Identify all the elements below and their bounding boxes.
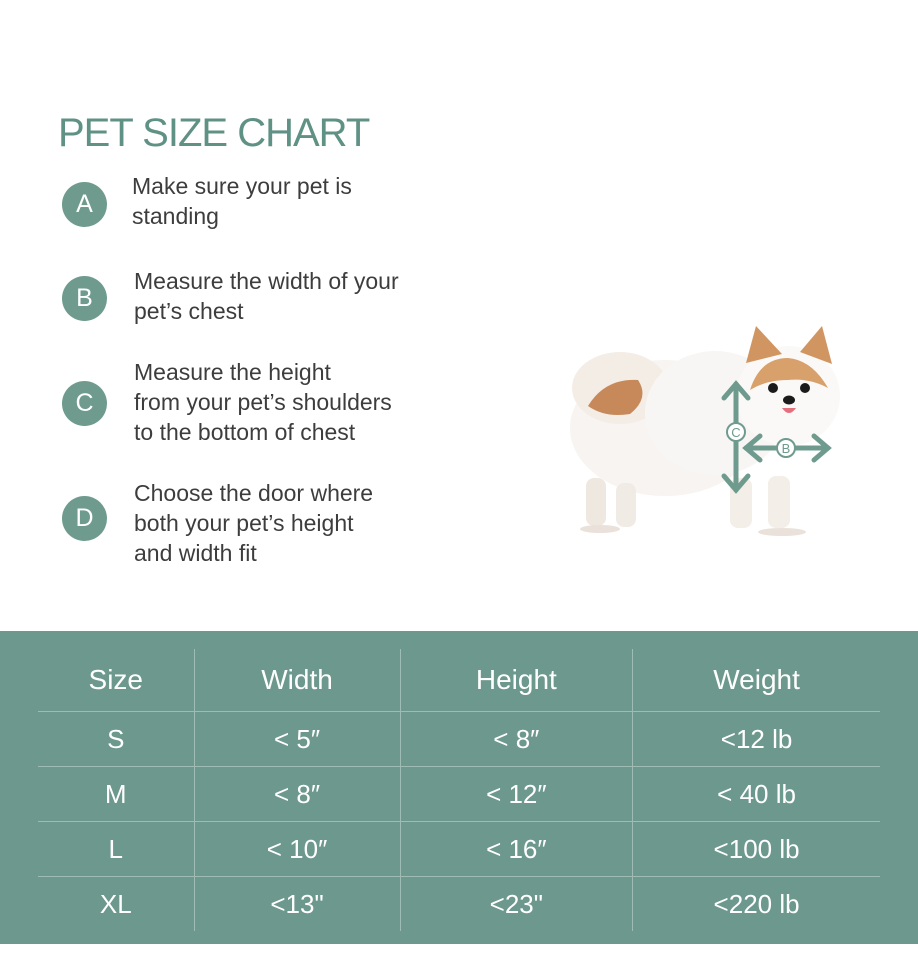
table-row: [38, 712, 880, 767]
width-cell: <13": [194, 877, 400, 932]
height-cell: <23": [400, 877, 633, 932]
table-row: [38, 822, 880, 877]
column-header-width: Width: [194, 649, 400, 712]
width-marker-label: B: [781, 441, 791, 456]
step-badge: A: [62, 182, 107, 227]
height-marker-label: C: [731, 425, 741, 440]
table-row: [38, 767, 880, 822]
pomeranian-measurement-diagram: [560, 318, 860, 548]
column-header-weight: Weight: [633, 649, 880, 712]
size-cell: S: [38, 712, 194, 767]
width-cell: < 8″: [194, 767, 400, 822]
width-cell: < 5″: [194, 712, 400, 767]
step-text: Measure the height from your pet’s shoulders to the bottom of chest: [134, 359, 392, 445]
size-table-panel: [0, 631, 918, 944]
column-header-size: Size: [88, 664, 143, 695]
weight-cell: <220 lb: [633, 877, 880, 932]
size-table: [38, 649, 880, 931]
width-cell: < 10″: [194, 822, 400, 877]
bottom-margin: [0, 944, 918, 960]
step-text: Measure the width of your pet’s chest: [134, 268, 399, 324]
table-row: [38, 877, 880, 932]
size-cell: XL: [38, 877, 194, 932]
size-cell: M: [38, 767, 194, 822]
size-cell: L: [38, 822, 194, 877]
weight-cell: <12 lb: [633, 712, 880, 767]
column-header-height: Height: [400, 649, 633, 712]
height-cell: < 12″: [400, 767, 633, 822]
step-text: Choose the door where both your pet’s height and width fit: [134, 480, 374, 566]
table-header-row: [38, 649, 880, 712]
step-badge: C: [62, 381, 107, 426]
page-title: PET SIZE CHART: [58, 110, 370, 155]
weight-cell: < 40 lb: [633, 767, 880, 822]
step-badge: B: [62, 276, 107, 321]
step-badge: D: [62, 496, 107, 541]
weight-cell: <100 lb: [633, 822, 880, 877]
step-text: Make sure your pet is standing: [132, 173, 352, 229]
height-cell: < 8″: [400, 712, 633, 767]
height-cell: < 16″: [400, 822, 633, 877]
